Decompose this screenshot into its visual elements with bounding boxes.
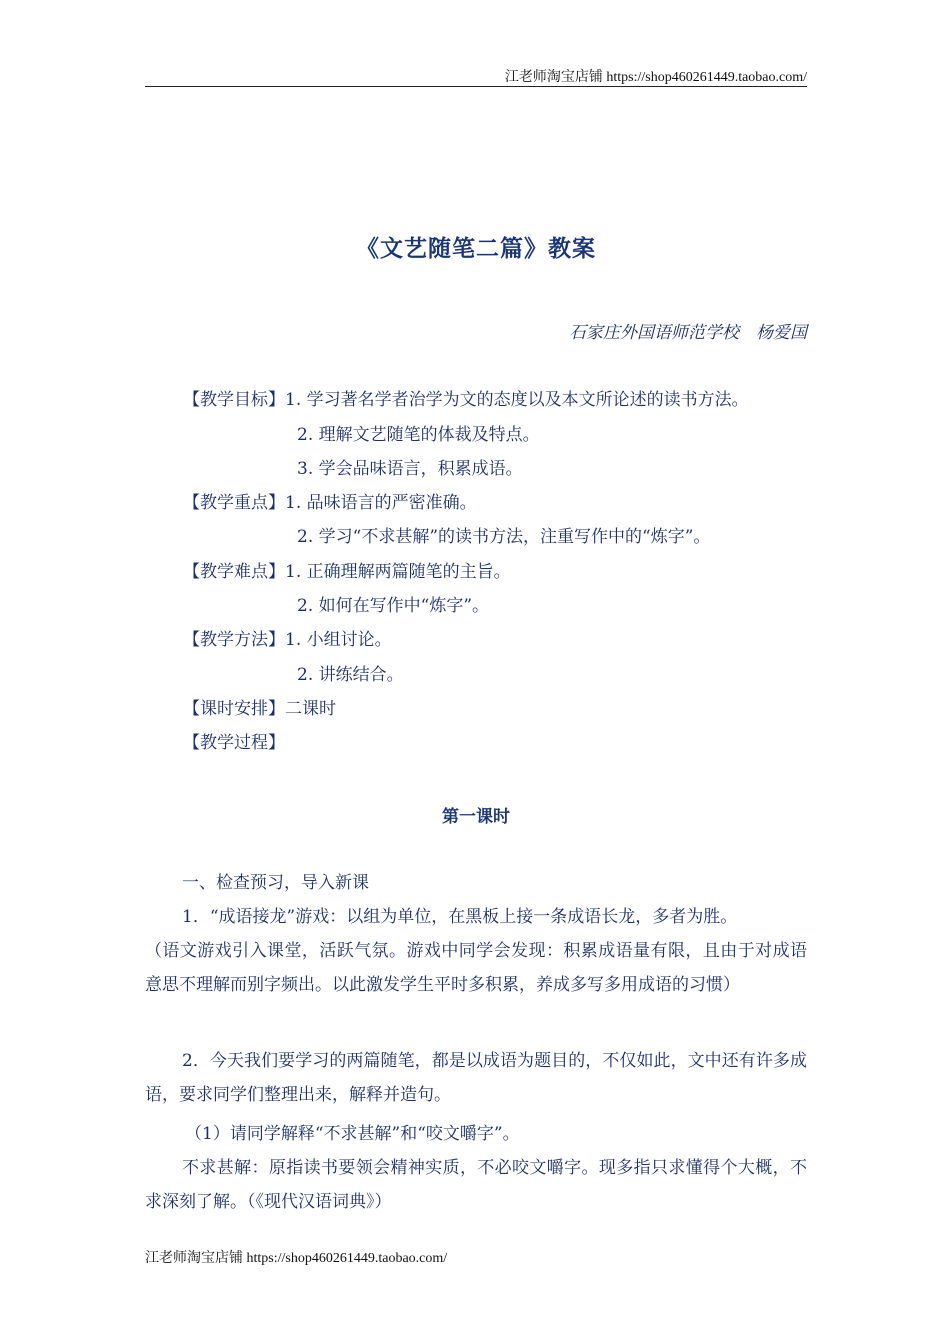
goals-item: 3. 学会品味语言，积累成语。 (297, 459, 523, 479)
key-points-label: 【教学重点】 (183, 493, 285, 513)
header-rule (145, 86, 807, 87)
process-label: 【教学过程】 (183, 733, 285, 753)
schedule-row (183, 697, 336, 721)
body-paragraph: 不求甚解：原指读书要领会精神实质，不必咬文嚼字。现多指只求懂得个大概，不求深刻了解。（《现代汉语词典》） (145, 1158, 807, 1212)
methods-label: 【教学方法】 (183, 630, 285, 650)
goals-item: 2. 理解文艺随笔的体裁及特点。 (297, 425, 540, 445)
goals-item: 1. 学习著名学者治学为文的态度以及本文所论述的读书方法。 (285, 390, 749, 410)
page-header: 江老师淘宝店铺 https://shop460261449.taobao.com/ (504, 70, 807, 85)
goals-row (183, 388, 749, 412)
methods-row (183, 628, 392, 652)
page-footer: 江老师淘宝店铺 https://shop460261449.taobao.com/ (145, 1251, 448, 1266)
body-paragraph: 一、检查预习，导入新课 (182, 873, 369, 893)
author-line: 石家庄外国语师范学校 杨爱国 (569, 323, 807, 343)
key-points-item: 2. 学习“不求甚解”的读书方法，注重写作中的“炼字”。 (297, 527, 711, 547)
difficulties-item: 2. 如何在写作中“炼字”。 (297, 596, 490, 616)
schedule-value: 二课时 (285, 699, 336, 719)
key-points-row (183, 491, 477, 515)
key-points-item: 1. 品味语言的严密准确。 (285, 493, 477, 513)
body-paragraph: （1）请同学解释“不求甚解”和“咬文嚼字”。 (185, 1124, 520, 1144)
difficulties-row (183, 560, 511, 584)
goals-label: 【教学目标】 (183, 390, 285, 410)
body-paragraph: 1．“成语接龙”游戏：以组为单位，在黑板上接一条成语长龙，多者为胜。 (182, 907, 738, 927)
lesson-title: 第一课时 (442, 807, 510, 827)
methods-item: 2. 讲练结合。 (297, 665, 404, 685)
difficulties-item: 1. 正确理解两篇随笔的主旨。 (285, 562, 511, 582)
methods-item: 1. 小组讨论。 (285, 630, 392, 650)
body-paragraph: （语文游戏引入课堂，活跃气氛。游戏中同学会发现：积累成语量有限，且由于对成语意思不理解而别字频出。以此激发学生平时多积累，养成多写多用成语的习惯） (145, 941, 807, 995)
schedule-label: 【课时安排】 (183, 699, 285, 719)
document-title: 《文艺随笔二篇》教案 (356, 235, 596, 262)
difficulties-label: 【教学难点】 (183, 562, 285, 582)
body-paragraph: 2．今天我们要学习的两篇随笔，都是以成语为题目的，不仅如此，文中还有许多成语，要求同学们整理出来，解释并造句。 (145, 1051, 807, 1105)
